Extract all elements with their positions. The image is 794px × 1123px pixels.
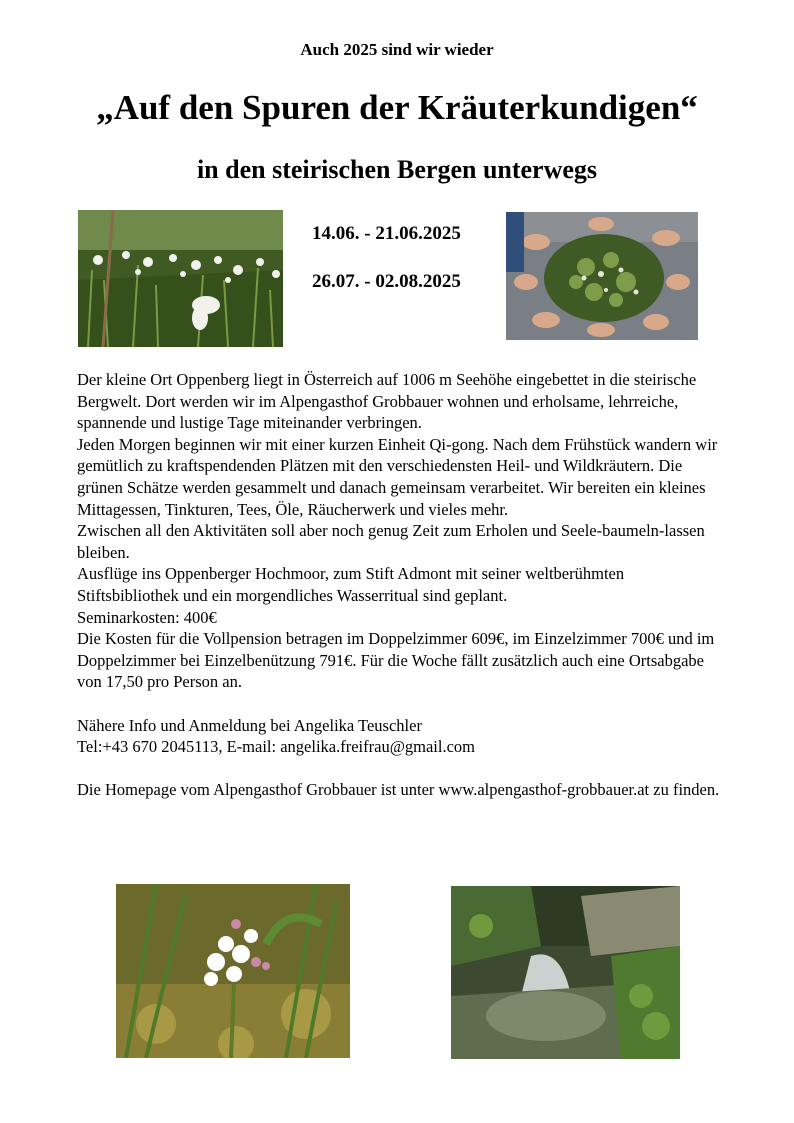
page-subtitle: in den steirischen Bergen unterwegs [196, 155, 598, 184]
paragraph-daily-program: Jeden Morgen beginnen wir mit einer kurzen Einheit Qi-gong. Nach dem Frühstück wandern wir gemütlich zu kraftspendenden Plätzen mit den verschiedensten Heil- und Wildkräutern. Die grünen Schätze werden gesammelt und danach gemeinsam verarbeitet. Wir bereiten ein kleines Mittagessen, Tinkturen, Tees, Öle, Räucherwerk und vieles mehr. [77, 434, 718, 519]
homepage-note: Die Homepage vom Alpengasthof Grobbauer ist unter www.alpengasthof-grobbauer.at zu finden. [77, 780, 720, 800]
mountain-stream-photo [451, 886, 680, 1059]
accommodation-costs: Die Kosten für die Vollpension betragen im Doppelzimmer 609€, im Einzelzimmer 700€ und im Doppelzimmer bei Einzelbenützung 791€. Für die Woche fällt zusätzlich auch eine Ortsabgabe von 17,50 pro Person an. [77, 629, 715, 692]
paragraph-excursions: Ausflüge ins Oppenberger Hochmoor, zum Stift Admont mit seiner weltberühmten Stiftsbibliothek und ein morgendliches Wasserritual sind geplant. [77, 564, 625, 605]
description-text [77, 369, 727, 801]
cotton-grass-photo [78, 210, 283, 347]
page-title: „Auf den Spuren der Kräuterkundigen“ [96, 88, 698, 127]
intro-line: Auch 2025 sind wir wieder [300, 40, 494, 59]
seminar-cost: Seminarkosten: 400€ [77, 607, 217, 627]
hands-herbs-photo [506, 212, 698, 340]
bogbean-flower-photo [116, 884, 350, 1058]
paragraph-relaxation: Zwischen all den Aktivitäten soll aber noch genug Zeit zum Erholen und Seele-baumeln-lassen bleiben. [77, 521, 705, 562]
date-range-1: 14.06. - 21.06.2025 [312, 223, 461, 244]
contact-name: Nähere Info und Anmeldung bei Angelika Teuschler [77, 715, 422, 735]
paragraph-location: Der kleine Ort Oppenberg liegt in Österreich auf 1006 m Seehöhe eingebettet in die steirische Bergwelt. Dort werden wir im Alpengasthof Grobbauer wohnen und erholsame, lehrreiche, spannende und lustige Tage miteinander verbringen. [77, 370, 697, 433]
date-range-2: 26.07. - 02.08.2025 [312, 271, 461, 292]
contact-details: Tel:+43 670 2045113, E-mail: angelika.freifrau@gmail.com [77, 737, 475, 757]
